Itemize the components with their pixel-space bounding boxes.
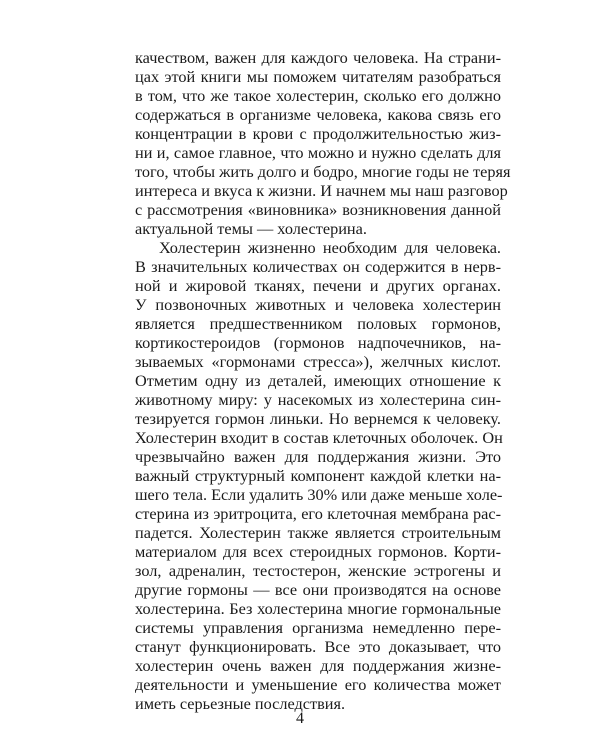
- text-line: холестерина. Без холестерина многие гормональные: [135, 599, 501, 618]
- text-line: холестерин очень важен для поддержания жизне-: [135, 656, 501, 675]
- text-line: содержаться в организме человека, какова связь его: [135, 105, 501, 124]
- paragraph-2: [135, 238, 501, 713]
- text-line: Холестерин входит в состав клеточных оболочек. Он: [135, 428, 503, 447]
- text-line: иметь серьезные последствия.: [135, 694, 346, 713]
- text-line: Холестерин жизненно необходим для человека.: [159, 238, 501, 257]
- text-line: интереса и вкуса к жизни. И начнем мы наш разговор: [135, 181, 508, 200]
- text-line: является предшественником половых гормонов,: [135, 314, 501, 333]
- text-line: животному миру: у насекомых из холестерина син-: [135, 390, 501, 409]
- text-line: в том, что же такое холестерин, сколько его должно: [135, 86, 501, 105]
- paragraph-1: [135, 48, 511, 238]
- text-line: другие гормоны — все они производятся на основе: [135, 580, 501, 599]
- text-line: шего тела. Если удалить 30% или даже меньше холе-: [135, 485, 503, 504]
- text-line: системы управления организма немедленно пере-: [135, 618, 501, 637]
- text-line: У позвоночных животных и человека холестерин: [135, 295, 501, 314]
- text-line: ной и жировой тканях, печени и других органах.: [135, 276, 501, 295]
- text-line: чрезвычайно важен для поддержания жизни. Это: [135, 447, 501, 466]
- text-line: качеством, важен для каждого человека. На страни-: [135, 48, 501, 67]
- text-line: В значительных количествах он содержится в нерв-: [135, 257, 501, 276]
- text-line: Отметим одну из деталей, имеющих отношение к: [135, 371, 501, 390]
- text-line: материалом для всех стероидных гормонов. Корти-: [135, 542, 501, 561]
- text-line: деятельности и уменьшение его количества может: [135, 675, 501, 694]
- text-line: ни и, самое главное, что можно и нужно сделать для: [135, 143, 501, 162]
- text-line: станут функционировать. Все это доказывает, что: [135, 637, 501, 656]
- text-line: важный структурный компонент каждой клетки на-: [135, 466, 501, 485]
- text-line: концентрации в крови с продолжительностью жиз-: [135, 124, 501, 143]
- page-body-text: [135, 48, 511, 713]
- text-line: зываемых «гормонами стресса»), желчных кислот.: [135, 352, 501, 371]
- text-line: зол, адреналин, тестостерон, женские эстрогены и: [135, 561, 501, 580]
- text-line: стерина из эритроцита, его клеточная мембрана рас-: [135, 504, 501, 523]
- page-number: 4: [296, 710, 304, 727]
- text-line: цах этой книги мы поможем читателям разобраться: [135, 67, 501, 86]
- text-line: кортикостероидов (гормонов надпочечников, на-: [135, 333, 501, 352]
- text-line: с рассмотрения «виновника» возникновения данной: [135, 200, 501, 219]
- text-line: того, чтобы жить долго и бодро, многие годы не теряя: [135, 162, 511, 181]
- text-line: тезируется гормон линьки. Но вернемся к человеку.: [135, 409, 501, 428]
- text-line: актуальной темы — холестерина.: [135, 219, 367, 238]
- text-line: падется. Холестерин также является строительным: [135, 523, 501, 542]
